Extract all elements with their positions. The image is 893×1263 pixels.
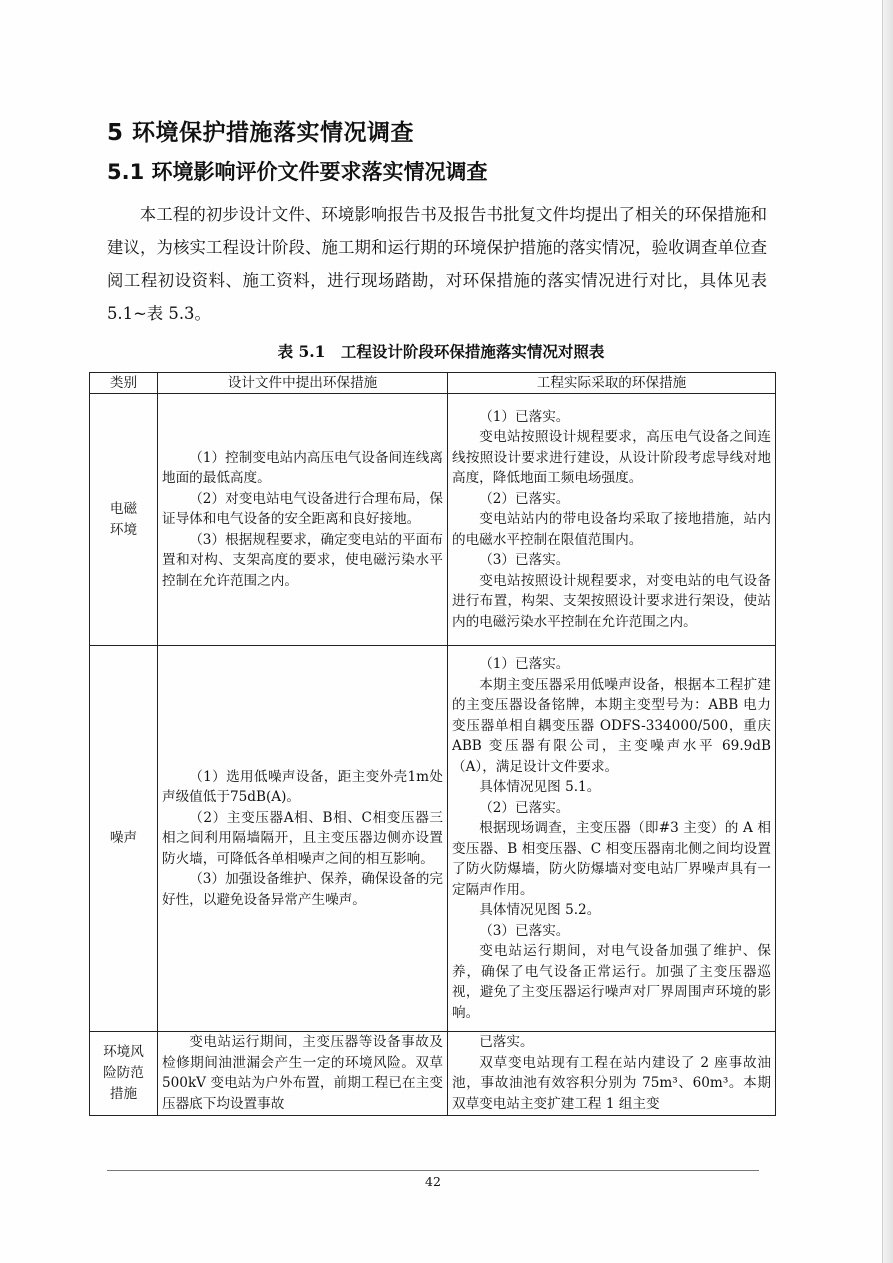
actual-item: 具体情况见图 5.1。 <box>479 779 601 795</box>
measures-table <box>89 372 776 1116</box>
actual-item: （3）已落实。 <box>479 552 570 569</box>
category-cell <box>90 1032 158 1116</box>
actual-measures-cell <box>448 646 776 1032</box>
design-measures-cell <box>158 394 448 646</box>
actual-item: 本期主变压器采用低噪声设备，根据本工程扩建的主变压器设备铭牌，本期主变型号为：ABB 电力变压器单相自耦变压器 ODFS-334000/500，重庆 ABB 变压器有限公司，主变噪声水平 69.9dB（A），满足设计文件要求。 <box>452 676 771 775</box>
design-item: （3）根据规程要求，确定变电站的平面布置和对构、支架高度的要求，使电磁污染水平控制在允许范围之内。 <box>162 531 443 589</box>
design-item: （2）对变电站电气设备进行合理布局，保证导体和电气设备的安全距离和良好接地。 <box>162 490 443 528</box>
actual-item: 变电站运行期间，对电气设备加强了维护、保养，确保了电气设备正常运行。加强了主变压器巡视，避免了主变压器运行噪声对厂界周围声环境的影响。 <box>452 943 771 1021</box>
actual-item: 具体情况见图 5.2。 <box>479 902 601 918</box>
category-label: 噪声 <box>109 830 138 847</box>
category-label: 环境风险防范措施 <box>103 1044 144 1102</box>
header-actual-measures: 工程实际采取的环保措施 <box>448 373 776 394</box>
design-item: （2）主变压器A相、B相、C相变压器三相之间利用隔墙隔开，且主变压器边侧亦设置防火墙，可降低各单相噪声之间的相互影响。 <box>162 809 443 867</box>
table-header-row <box>90 373 776 394</box>
header-category: 类别 <box>90 373 158 394</box>
category-cell <box>90 394 158 646</box>
header-design-measures: 设计文件中提出环保措施 <box>158 373 448 394</box>
table-caption: 表 5.1 工程设计阶段环保措施落实情况对照表 <box>277 342 605 361</box>
design-item: （3）加强设备维护、保养，确保设备的完好性，以避免设备异常产生噪声。 <box>162 871 443 908</box>
table-row-risk <box>90 1032 776 1116</box>
actual-item: （2）已落实。 <box>479 799 570 816</box>
actual-measures-cell <box>448 1032 776 1116</box>
chapter-heading: 5 环境保护措施落实情况调查 <box>107 120 415 146</box>
actual-item: 已落实。 <box>479 1034 534 1050</box>
table-row-noise <box>90 646 776 1032</box>
actual-item: 根据现场调查，主变压器（即#3 主变）的 A 相变压器、B 相变压器、C 相变压器南北侧之间均设置了防火防爆墙，防火防爆墙对变电站厂界噪声具有一定隔声作用。 <box>452 820 771 898</box>
design-item: （1）控制变电站内高压电气设备间连线离地面的最低高度。 <box>162 449 443 487</box>
page-edge <box>882 0 893 1263</box>
actual-item: （2）已落实。 <box>479 490 570 507</box>
actual-item: 双草变电站现有工程在站内建设了 2 座事故油池，事故油池有效容积分别为 75m³、60m³。本期双草变电站主变扩建工程 1 组主变 <box>452 1054 771 1112</box>
actual-item: （1）已落实。 <box>479 408 570 425</box>
actual-item: 变电站按照设计规程要求，高压电气设备之间连线按照设计要求进行建设，从设计阶段考虑导线对地高度，降低地面工频电场强度。 <box>452 429 771 487</box>
design-measures-cell <box>158 646 448 1032</box>
design-measures-cell <box>158 1032 448 1116</box>
intro-paragraph: 本工程的初步设计文件、环境影响报告书及报告书批复文件均提出了相关的环保措施和建议，为核实工程设计阶段、施工期和运行期的环境保护措施的落实情况，验收调查单位查阅工程初设资料、施工资料，进行现场踏勘，对环保措施的落实情况进行对比，具体见表 5.1~表 5.3。 <box>107 205 767 323</box>
actual-item: （1）已落实。 <box>479 656 570 672</box>
actual-item: （3）已落实。 <box>479 922 570 939</box>
section-heading: 5.1 环境影响评价文件要求落实情况调查 <box>107 160 488 184</box>
actual-item: 变电站按照设计规程要求，对变电站的电气设备进行布置，构架、支架按照设计要求进行架设，使站内的电磁污染水平控制在允许范围之内。 <box>452 572 771 630</box>
category-cell <box>90 646 158 1032</box>
footer-divider <box>107 1170 759 1171</box>
table-row-electromagnetic <box>90 394 776 646</box>
actual-item: 变电站站内的带电设备均采取了接地措施，站内的电磁水平控制在限值范围内。 <box>452 511 771 548</box>
design-item: （1）选用低噪声设备，距主变外壳1m处声级值低于75dB(A)。 <box>162 768 443 806</box>
category-label: 电磁环境 <box>109 500 138 538</box>
design-item: 变电站运行期间，主变压器等设备事故及检修期间油泄漏会产生一定的环境风险。双草 500kV 变电站为户外布置，前期工程已在主变压器底下均设置事故 <box>162 1034 443 1112</box>
page-number: 42 <box>425 1174 441 1189</box>
actual-measures-cell <box>448 394 776 646</box>
